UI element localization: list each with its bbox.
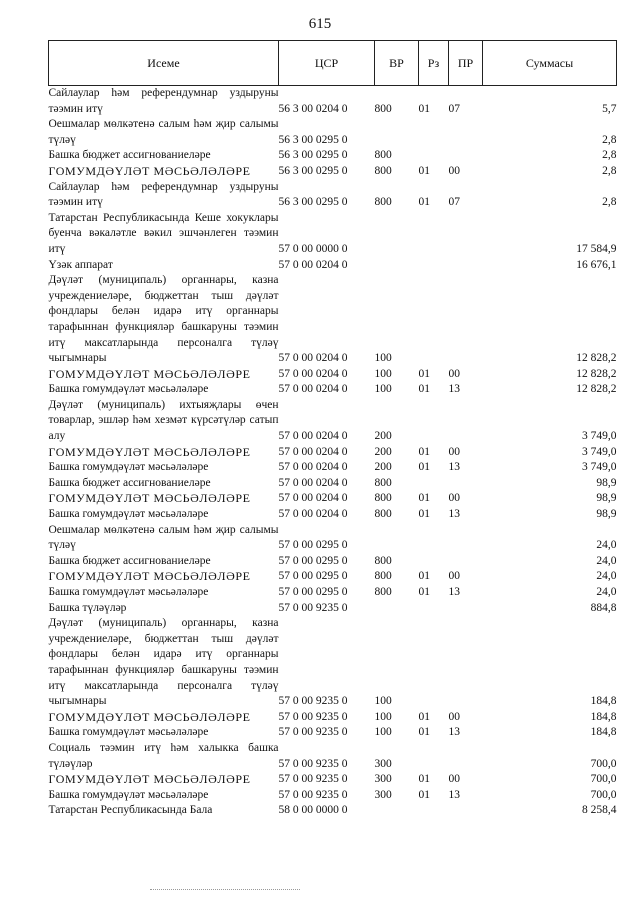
cell-rz [419,117,449,148]
cell-sum: 24,0 [596,570,617,583]
cell-csr: 57 0 00 0295 0 [278,539,348,552]
cell-name: Татарстан Республикасында Бала [48,804,213,817]
cell-name: Оешмалар мөлкәтенә салым һәм җир салымы түләү [48,118,279,146]
cell-sum: 3 749,0 [582,461,617,474]
cell-pr [449,554,483,570]
cell-rz [419,741,449,772]
cell-csr: 57 0 00 0204 0 [278,492,348,505]
cell-name: Дәүләт (муниципаль) органнары, казна учреждениеләре, бюджеттан тыш дәүләт фондлары белән идарә итү органнары тарафыннан функцияләр башкаруны тәэмин итү максатларында персоналга түләү чыгымнары [48,617,279,708]
table-row [49,601,617,617]
table-row [49,367,617,383]
cell-vr: 800 [374,492,392,505]
cell-vr: 300 [374,757,392,770]
table-row [49,211,617,258]
cell-name: Башка бюджет ассигнованиеләре [48,554,211,567]
cell-sum: 2,8 [602,133,617,146]
cell-name: ГОМУМДӘҮЛӘТ МӘСЬӘЛӘЛӘРЕ [48,444,251,459]
cell-vr [375,117,419,148]
cell-vr: 800 [374,570,392,583]
table-row [49,523,617,554]
cell-rz [419,211,449,258]
cell-csr: 57 0 00 9235 0 [278,757,348,770]
cell-csr: 57 0 00 0295 0 [278,586,348,598]
cell-pr: 13 [448,586,460,598]
budget-table [48,40,617,819]
cell-pr [449,523,483,554]
cell-sum: 184,8 [590,695,617,708]
cell-vr: 800 [374,102,392,115]
cell-vr: 800 [374,586,392,598]
cell-pr: 13 [448,383,460,396]
cell-name: Башка гомумдәүләт мәсьәләләре [48,726,209,739]
cell-csr: 57 0 00 0000 0 [278,242,348,255]
cell-csr: 56 3 00 0295 0 [278,196,348,209]
cell-rz: 01 [418,383,430,396]
table-row [49,398,617,445]
cell-rz [419,803,449,819]
cell-rz [419,273,449,367]
cell-vr: 200 [374,430,392,443]
cell-name: Башка гомумдәүләт мәсьәләләре [48,461,209,474]
cell-rz [419,476,449,492]
cell-rz: 01 [418,710,430,723]
cell-pr: 13 [448,508,460,521]
cell-sum: 2,8 [602,149,617,162]
cell-rz: 01 [418,508,430,521]
cell-vr: 100 [374,352,392,365]
table-row [49,258,617,274]
cell-name: Социаль тәэмин итү һәм халыкка башка түләүләр [48,741,279,770]
cell-name: ГОМУМДӘҮЛӘТ МӘСЬӘЛӘЛӘРЕ [48,163,251,178]
cell-sum: 16 676,1 [576,258,617,271]
cell-vr: 800 [374,196,392,209]
cell-csr: 58 0 00 0000 0 [278,804,348,817]
table-row [49,445,617,461]
cell-csr: 56 3 00 0295 0 [278,149,348,162]
table-row [49,616,617,710]
cell-sum: 12 828,2 [576,352,617,365]
cell-sum: 700,0 [590,757,617,770]
cell-sum: 3 749,0 [582,445,617,458]
cell-sum: 700,0 [590,788,617,801]
cell-rz: 01 [418,788,430,801]
table-row [49,585,617,601]
cell-pr: 00 [448,492,460,505]
cell-rz: 01 [418,773,430,786]
header-row [49,41,617,86]
cell-csr: 57 0 00 0204 0 [278,367,348,380]
cell-pr: 13 [448,461,460,474]
cell-pr: 00 [448,445,460,458]
cell-vr: 100 [374,726,392,739]
table-row [49,554,617,570]
cell-vr: 100 [374,695,392,708]
cell-pr: 07 [448,196,460,209]
cell-pr: 13 [448,788,460,801]
cell-name: Үзәк аппарат [48,258,113,271]
table-row [49,86,617,118]
cell-sum: 12 828,2 [576,383,617,396]
cell-pr: 00 [448,570,460,583]
cell-csr: 57 0 00 9235 0 [278,695,348,708]
table-row [49,273,617,367]
cell-vr: 200 [374,461,392,474]
cell-rz: 01 [418,461,430,474]
cell-pr [449,258,483,274]
cell-csr: 57 0 00 0204 0 [278,383,348,396]
cell-pr: 07 [448,102,460,115]
header-vr: ВР [375,41,419,86]
cell-name: ГОМУМДӘҮЛӘТ МӘСЬӘЛӘЛӘРЕ [48,491,251,506]
cell-vr: 800 [374,554,392,567]
header-name: Исеме [49,41,279,86]
cell-sum: 5,7 [602,102,617,115]
cell-pr [449,741,483,772]
header-csr: ЦСР [279,41,375,86]
cell-vr: 200 [374,445,392,458]
cell-sum: 184,8 [590,710,617,723]
cell-rz: 01 [418,726,430,739]
cell-csr: 57 0 00 0204 0 [278,352,348,365]
cell-vr [375,211,419,258]
cell-name: ГОМУМДӘҮЛӘТ МӘСЬӘЛӘЛӘРЕ [48,709,251,724]
cell-csr: 57 0 00 0204 0 [278,445,348,458]
cell-name: Башка түләүләр [48,601,127,614]
cell-sum: 98,9 [596,476,617,489]
cell-sum: 2,8 [602,196,617,209]
cell-vr: 800 [374,508,392,521]
cell-sum: 12 828,2 [576,367,617,380]
cell-sum: 98,9 [596,492,617,505]
cell-pr: 00 [448,710,460,723]
table-row [49,569,617,585]
cell-name: ГОМУМДӘҮЛӘТ МӘСЬӘЛӘЛӘРЕ [48,772,251,787]
cell-name: Сайлаулар һәм референдумнар уздыруны тәэмин итү [48,87,279,115]
cell-csr: 57 0 00 0204 0 [278,430,348,443]
cell-sum: 8 258,4 [582,804,617,817]
footer-marks [150,889,300,896]
cell-pr [449,803,483,819]
cell-csr: 57 0 00 0204 0 [278,461,348,474]
cell-pr: 00 [448,367,460,380]
cell-name: Башка гомумдәүләт мәсьәләләре [48,508,209,521]
cell-vr: 300 [374,788,392,801]
table-row [49,476,617,492]
cell-vr: 300 [374,773,392,786]
cell-csr: 57 0 00 0204 0 [278,258,348,271]
table-row [49,180,617,211]
table-row [49,772,617,788]
cell-name: Дәүләт (муниципаль) органнары, казна учреждениеләре, бюджеттан тыш дәүләт фондлары белән идарә итү органнары тарафыннан функцияләр башкаруны тәэмин итү максатларында персоналга түләү чыгымнары [48,274,279,365]
cell-pr: 13 [448,726,460,739]
cell-name: Дәүләт (муниципаль) ихтыяҗлары өчен товарлар, эшләр һәм хезмәт күрсәтүләр сатып алу [48,398,279,443]
cell-rz: 01 [418,570,430,583]
cell-rz: 01 [418,102,430,115]
cell-name: ГОМУМДӘҮЛӘТ МӘСЬӘЛӘЛӘРЕ [48,366,251,381]
cell-vr: 800 [374,476,392,489]
cell-sum: 24,0 [596,539,617,552]
cell-csr: 57 0 00 9235 0 [278,788,348,801]
table-row [49,741,617,772]
cell-pr [449,601,483,617]
cell-vr [375,258,419,274]
table-row [49,148,617,164]
cell-sum: 24,0 [596,554,617,567]
cell-pr [449,476,483,492]
cell-rz: 01 [418,492,430,505]
cell-pr [449,148,483,164]
cell-vr [375,803,419,819]
cell-sum: 17 584,9 [576,242,617,255]
cell-sum: 700,0 [590,773,617,786]
cell-rz: 01 [418,586,430,598]
cell-csr: 57 0 00 9235 0 [278,710,348,723]
table-row [49,788,617,804]
cell-name: Башка гомумдәүләт мәсьәләләре [48,586,209,598]
cell-sum: 98,9 [596,508,617,521]
cell-name: Оешмалар мөлкәтенә салым һәм җир салымы түләү [48,523,279,552]
table-row [49,710,617,726]
cell-rz [419,616,449,710]
cell-pr [449,273,483,367]
cell-csr: 57 0 00 0204 0 [278,508,348,521]
table-body [49,86,617,819]
cell-rz: 01 [418,164,430,177]
cell-sum: 2,8 [602,164,617,177]
cell-name: Татарстан Республикасында Кеше хокуклары буенча вәкаләтле вәкил эшчәнлеген тәэмин итү [48,211,279,255]
cell-vr [375,601,419,617]
cell-pr [449,211,483,258]
cell-rz [419,398,449,445]
cell-rz [419,554,449,570]
table-row [49,117,617,148]
cell-sum: 184,8 [590,726,617,739]
cell-sum: 24,0 [596,586,617,598]
cell-name: Башка бюджет ассигнованиеләре [48,476,211,489]
table-row [49,164,617,180]
header-rz: Рз [419,41,449,86]
cell-sum: 884,8 [590,601,617,614]
cell-csr: 57 0 00 0295 0 [278,570,348,583]
cell-vr: 800 [374,164,392,177]
header-pr: ПР [449,41,483,86]
table-row [49,382,617,398]
cell-rz [419,148,449,164]
page-number: 615 [308,16,332,32]
table-row [49,507,617,523]
cell-sum: 3 749,0 [582,430,617,443]
cell-name: Сайлаулар һәм референдумнар уздыруны тәэмин итү [48,180,279,209]
cell-name: Башка бюджет ассигнованиеләре [48,149,211,162]
cell-csr: 57 0 00 9235 0 [278,726,348,739]
cell-vr [375,523,419,554]
cell-rz: 01 [418,196,430,209]
cell-csr: 57 0 00 9235 0 [278,601,348,614]
cell-pr [449,398,483,445]
cell-csr: 56 3 00 0295 0 [278,164,348,177]
cell-vr: 800 [374,149,392,162]
cell-name: Башка гомумдәүләт мәсьәләләре [48,383,209,396]
table-row [49,803,617,819]
cell-pr: 00 [448,164,460,177]
cell-pr: 00 [448,773,460,786]
cell-csr: 57 0 00 0295 0 [278,554,348,567]
table-row [49,491,617,507]
cell-rz [419,601,449,617]
cell-name: Башка гомумдәүләт мәсьәләләре [48,788,209,801]
cell-rz [419,258,449,274]
cell-name: ГОМУМДӘҮЛӘТ МӘСЬӘЛӘЛӘРЕ [48,569,251,584]
table-row [49,460,617,476]
cell-pr [449,117,483,148]
table-header [49,41,617,86]
cell-vr: 100 [374,710,392,723]
cell-rz: 01 [418,445,430,458]
cell-rz: 01 [418,367,430,380]
cell-csr: 56 3 00 0295 0 [278,133,348,146]
table-row [49,725,617,741]
cell-csr: 57 0 00 9235 0 [278,773,348,786]
header-sum: Суммасы [483,41,617,86]
cell-csr: 56 3 00 0204 0 [278,102,348,115]
cell-pr [449,616,483,710]
cell-csr: 57 0 00 0204 0 [278,476,348,489]
cell-vr: 100 [374,367,392,380]
cell-vr: 100 [374,383,392,396]
cell-rz [419,523,449,554]
